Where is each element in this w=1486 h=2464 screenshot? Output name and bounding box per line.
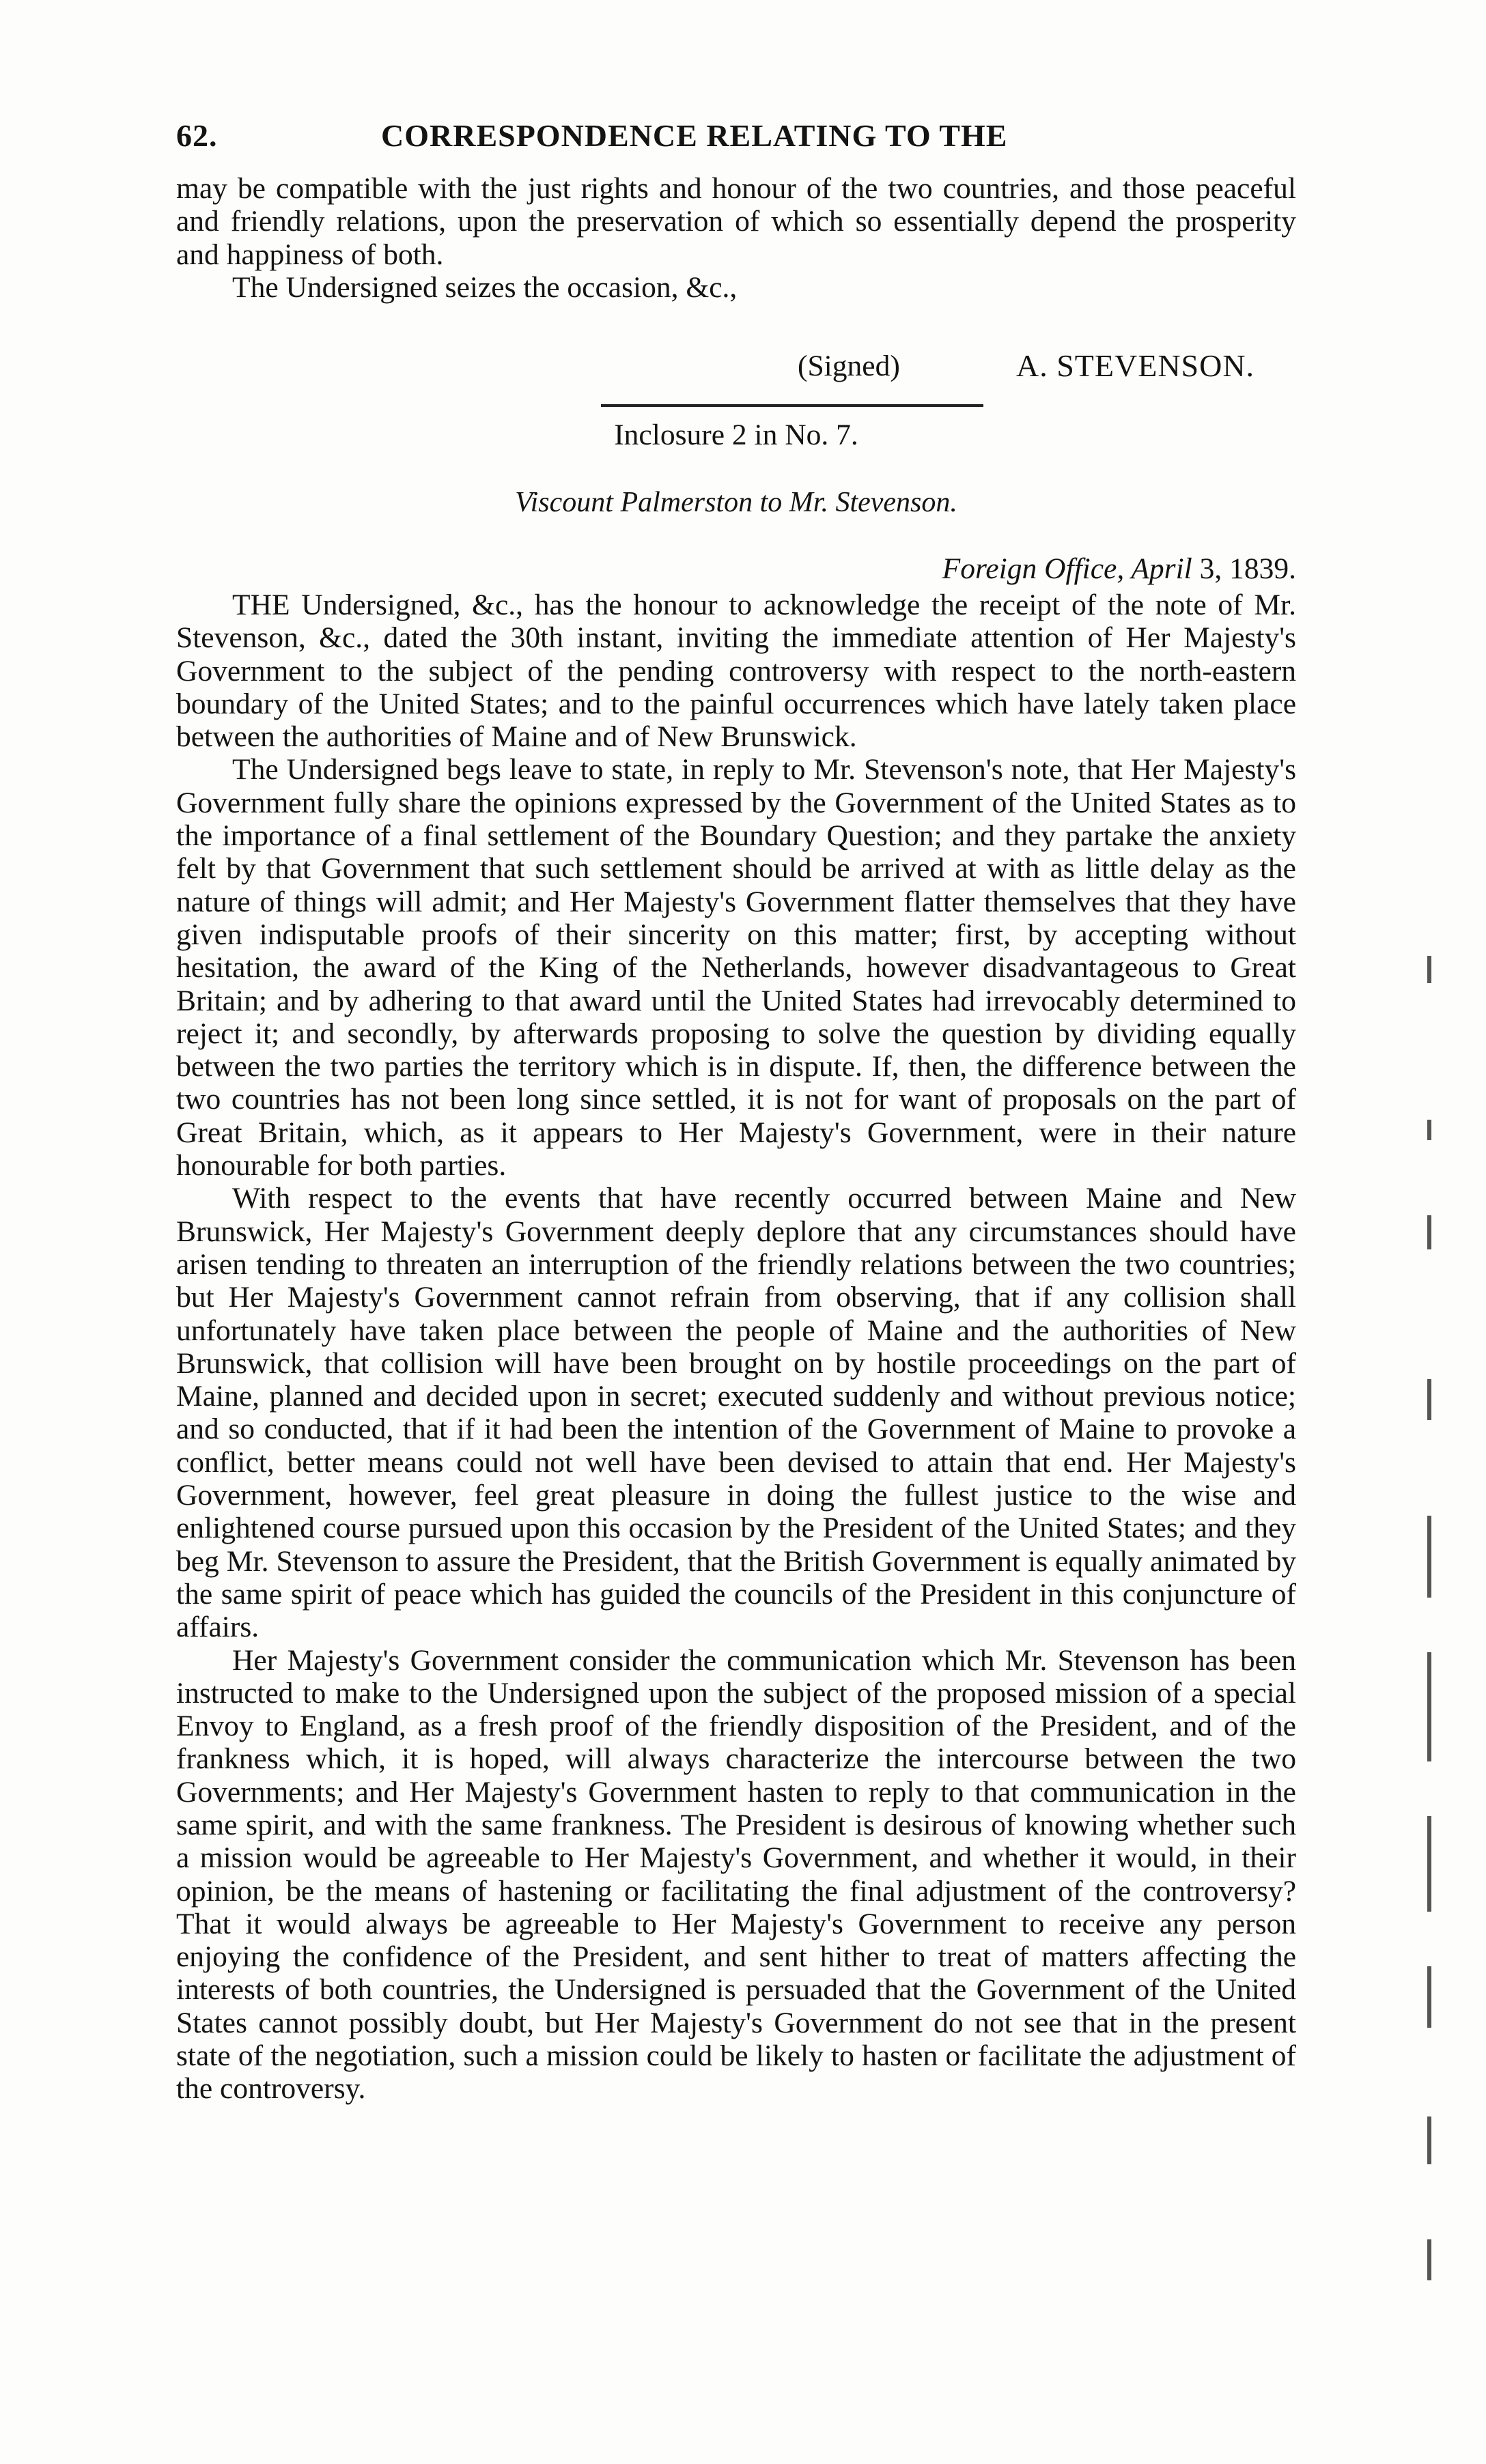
signer-name: A. STEVENSON.: [1016, 348, 1255, 383]
dateline-place: Foreign Office, April: [942, 552, 1192, 585]
section-divider: [601, 404, 983, 407]
paragraph-2: The Undersigned begs leave to state, in reply to Mr. Stevenson's note, that Her Majesty's Government fully share the opinions expressed by the Government of the United States as to the importance of a final settlement of the Boundary Question; and they partake the anxiety felt by that Government that such settlement should be arrived at with as little delay as the nature of things will admit; and Her Majesty's Government flatter themselves that they have given indisputable proofs of their sincerity on this matter; first, by accepting without hesitation, the award of the King of the Netherlands, however disadvantageous to Great Britain; and by adhering to that award until the United States had irrevocably determined to reject it; and secondly, by afterwards proposing to solve the question by dividing equally between the two parties the territory which is in dispute. If, then, the difference between the two countries has not been long since settled, it is not for want of proposals on the part of Great Britain, which, as it appears to Her Majesty's Government, were in their nature honourable for both parties.: [176, 753, 1296, 1183]
dateline-date: 3, 1839.: [1192, 552, 1296, 585]
running-title: CORRESPONDENCE RELATING TO THE: [381, 118, 1008, 153]
continued-paragraph: may be compatible with the just rights and honour of the two countries, and those peaceful and friendly relations, upon the preservation of which so essentially depend the prosperity and happiness of both.: [176, 172, 1296, 271]
paragraph-1: THE Undersigned, &c., has the honour to acknowledge the receipt of the note of Mr. Stevenson, &c., dated the 30th instant, inviting the immediate attention of Her Majesty's Government to the subject of the pending controversy with respect to the north-eastern boundary of the United States; and to the painful occurrences which have lately taken place between the authorities of Maine and of New Brunswick.: [176, 589, 1296, 754]
inclosure-label: Inclosure 2 in No. 7.: [614, 419, 858, 451]
margin-scan-artifacts: [1414, 956, 1455, 2294]
signed-label: (Signed): [798, 350, 900, 382]
paragraph-4: Her Majesty's Government consider the communication which Mr. Stevenson has been instructed to make to the Undersigned upon the subject of the proposed mission of a special Envoy to England, as a fresh proof of the friendly disposition of the President, and of the frankness which, it is hoped, will always characterize the intercourse between the two Governments; and Her Majesty's Government hasten to reply to that communication in the same spirit, and with the same frankness. The President is desirous of knowing whether such a mission would be agreeable to Her Majesty's Government, and whether it would, in their opinion, be the means of hastening or facilitating the final adjustment of the controversy? That it would always be agreeable to Her Majesty's Government to receive any person enjoying the confidence of the President, and sent hither to treat of matters affecting the interests of both countries, the Undersigned is persuaded that the Government of the United States cannot possibly doubt, but Her Majesty's Government do not see that in the present state of the negotiation, such a mission could be likely to hasten or facilitate the adjustment of the controversy.: [176, 1643, 1296, 2106]
closing-line: The Undersigned seizes the occasion, &c.,: [232, 270, 738, 304]
page-number: 62.: [176, 118, 218, 153]
letter-body: [176, 589, 1296, 2106]
letter-dateline: [176, 552, 1296, 586]
page-header: [176, 117, 1296, 158]
letter-title: Viscount Palmerston to Mr. Stevenson.: [515, 487, 957, 518]
signature-line: [176, 350, 1296, 384]
paragraph-3: With respect to the events that have recently occurred between Maine and New Brunswick, Her Majesty's Government deeply deplore that any circumstances should have arisen tending to threaten an interruption of the friendly relations between the two countries; but Her Majesty's Government cannot refrain from observing, that if any collision shall unfortunately have taken place between the people of Maine and the authorities of New Brunswick, that collision will have been brought on by hostile proceedings on the part of Maine, planned and decided upon in secret; executed suddenly and without previous notice; and so conducted, that if it had been the intention of the Government of Maine to provoke a conflict, better means could not well have been devised to attain that end. Her Majesty's Government, however, feel great pleasure in doing the fullest justice to the wise and enlightened course pursued upon this occasion by the President of the United States; and they beg Mr. Stevenson to assure the President, that the British Government is equally animated by the same spirit of peace which has guided the councils of the President in this conjuncture of affairs.: [176, 1182, 1296, 1644]
opening-text: [176, 172, 1296, 304]
